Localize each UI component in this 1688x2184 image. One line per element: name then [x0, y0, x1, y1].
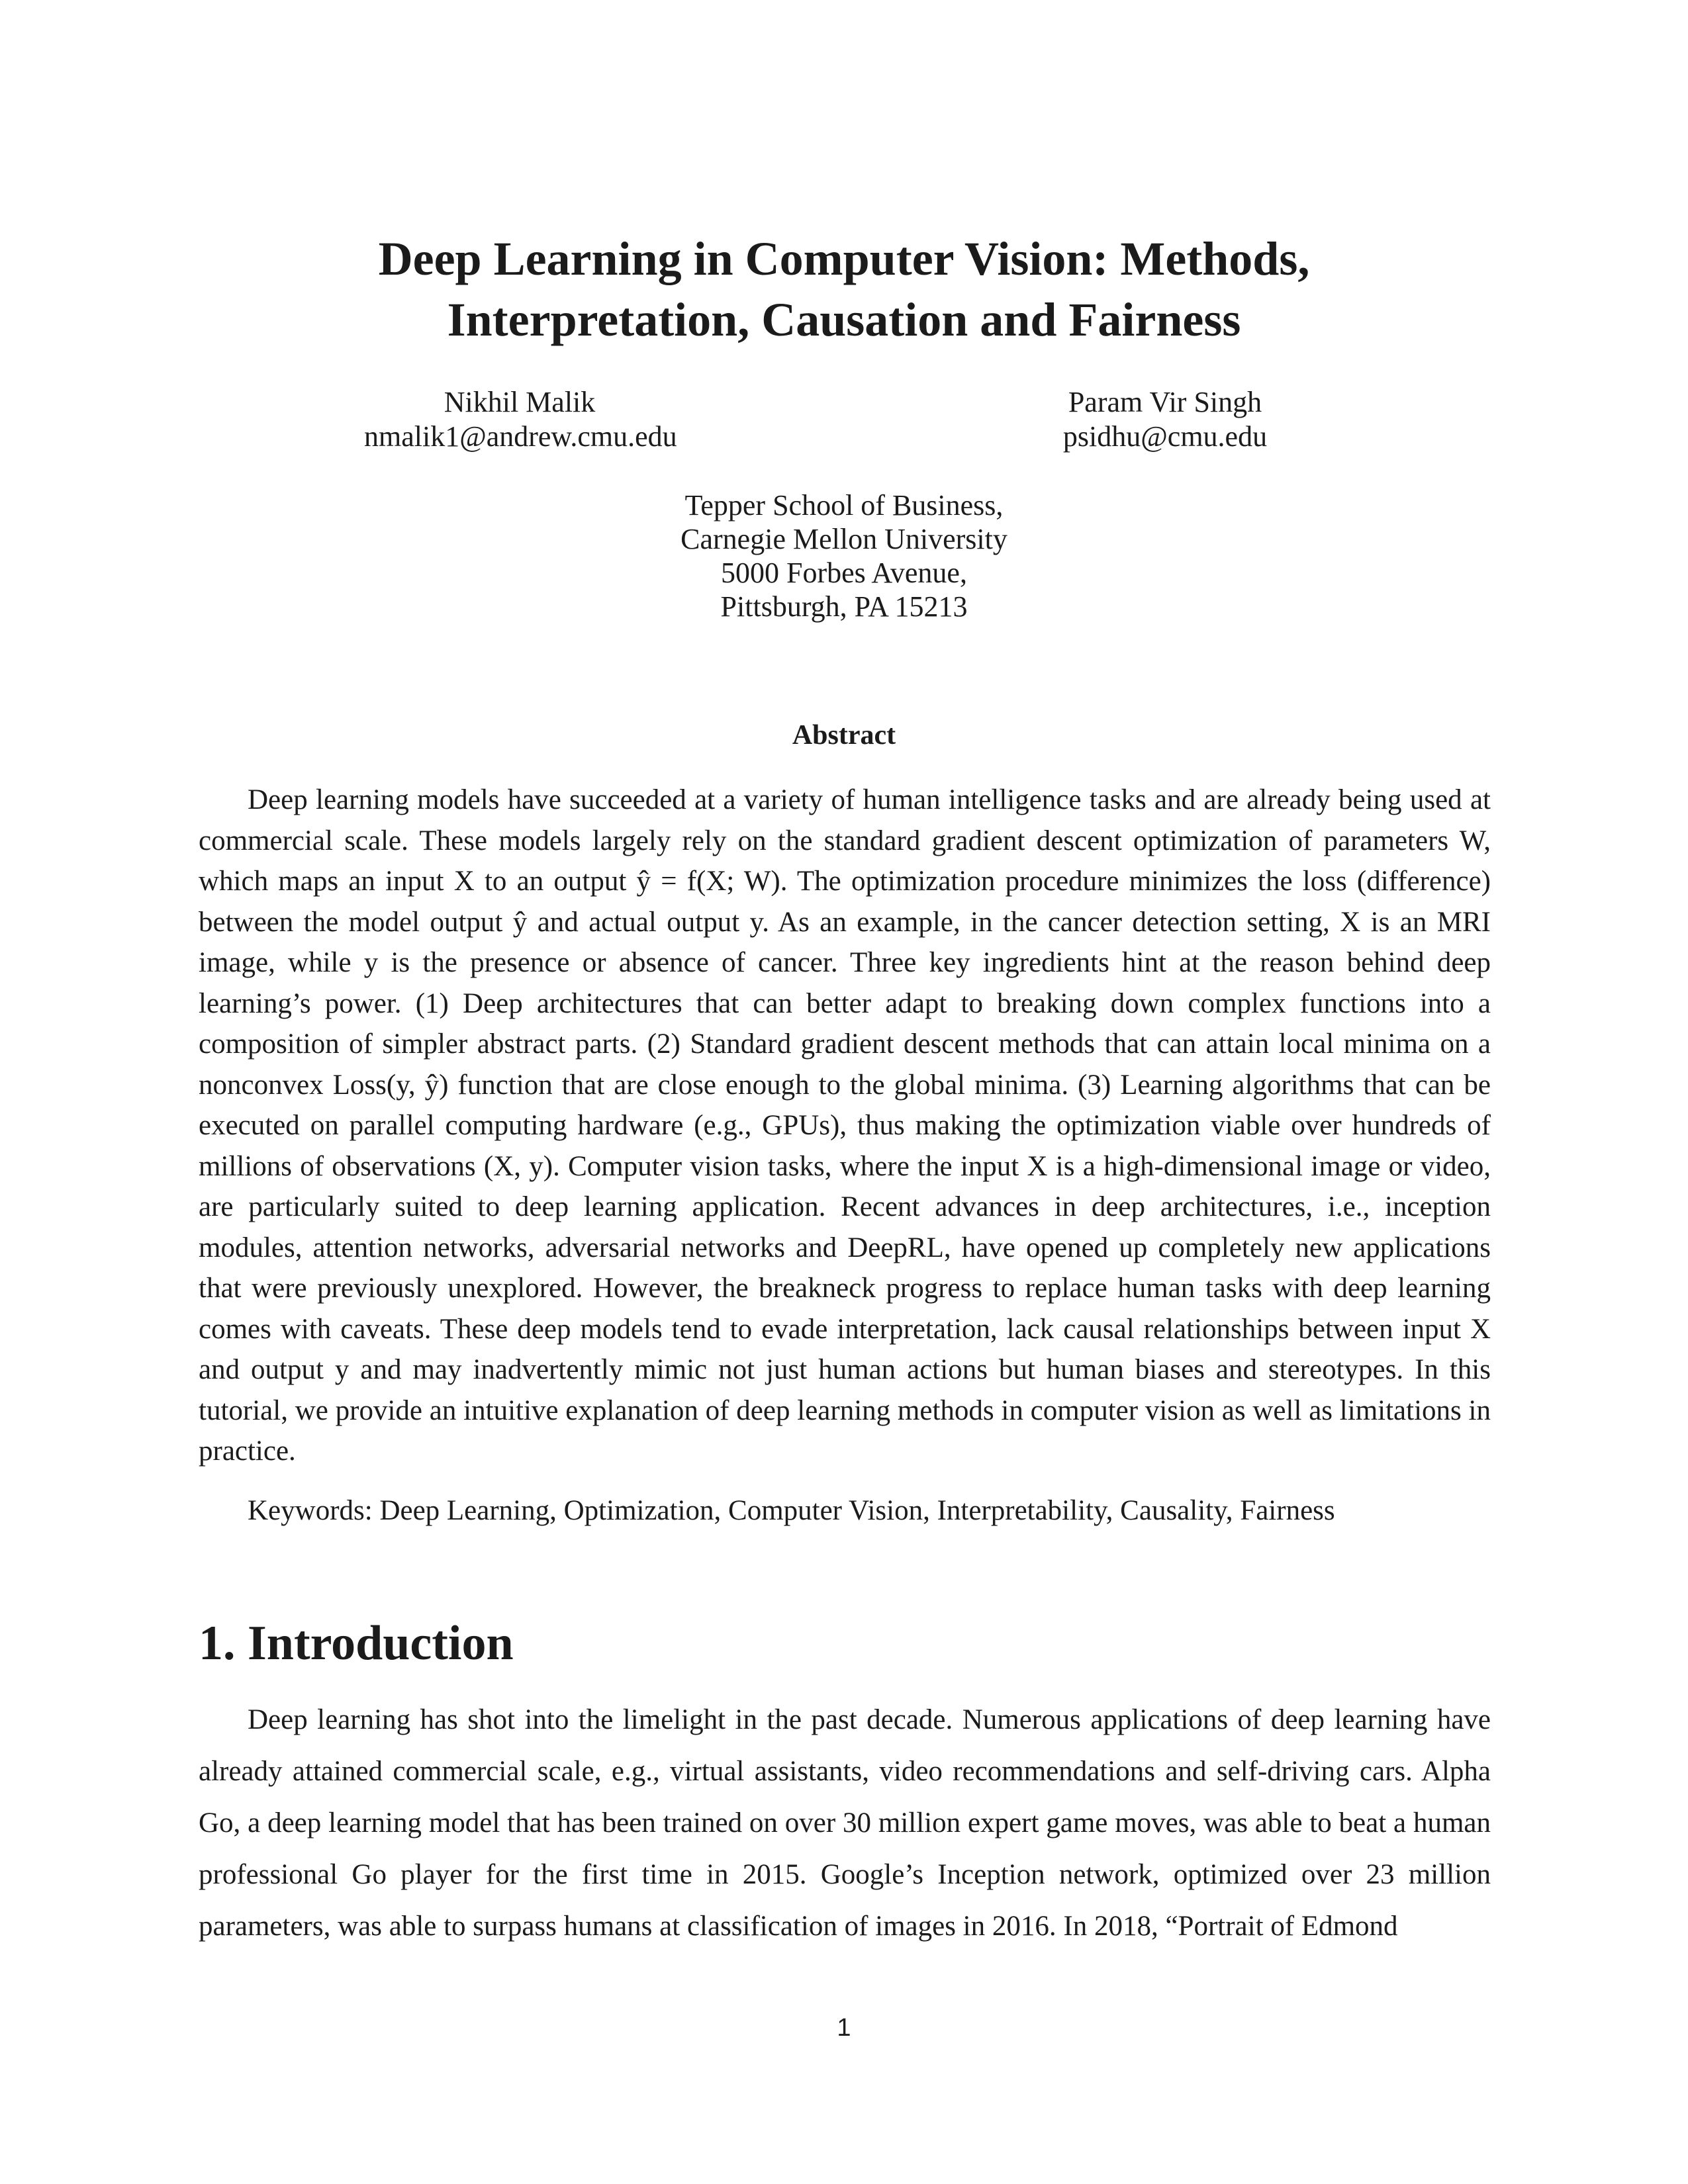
title-line-2: Interpretation, Causation and Fairness [447, 293, 1241, 346]
keywords: Keywords: Deep Learning, Optimization, Computer Vision, Interpretability, Causality, Fairness [248, 1495, 1335, 1526]
author-block-1 [364, 385, 675, 454]
section-heading-introduction: 1. Introduction [199, 1616, 514, 1670]
abstract-text: Deep learning models have succeeded at a variety of human intelligence tasks and are already being used at commercial scale. These models largely rely on the standard gradient descent optimization of parameters W, which maps an input X to an output ŷ = f(X; W). The optimization procedure minimizes the loss (difference) between the model output ŷ and actual output y. As an example, in the cancer detection setting, X is an MRI image, while y is the presence or absence of cancer. Three key ingredients hint at the reason behind deep learning’s power. (1) Deep architectures that can better adapt to breaking down complex functions into a composition of simpler abstract parts. (2) Standard gradient descent methods that can attain local minima on a nonconvex Loss(y, ŷ) function that are close enough to the global minima. (3) Learning algorithms that can be executed on parallel computing hardware (e.g., GPUs), thus making the optimization viable over hundreds of millions of observations (X, y). Computer vision tasks, where the input X is a high-dimensional image or video, are particularly suited to deep learning application. Recent advances in deep architectures, i.e., inception modules, attention networks, adversarial networks and DeepRL, have opened up completely new applications that were previously unexplored. However, the breakneck progress to replace human tasks with deep learning comes with caveats. These deep models tend to evade interpretation, lack causal relationships between input X and output y and may inadvertently mimic not just human actions but human biases and stereotypes. In this tutorial, we provide an intuitive explanation of deep learning methods in computer vision as well as limitations in practice. [199, 784, 1491, 1467]
introduction-paragraph: Deep learning has shot into the limelight in the past decade. Numerous applications of deep learning have already attained commercial scale, e.g., virtual assistants, video recommendations and self-driving cars. Alpha Go, a deep learning model that has been trained on over 30 million expert game moves, was able to beat a human professional Go player for the first time in 2015. Google’s Inception network, optimized over 23 million parameters, was able to surpass humans at classification of images in 2016. In 2018, “Portrait of Edmond [199, 1704, 1491, 1942]
affiliation-line: Tepper School of Business, [684, 489, 1004, 522]
page-number: 1 [837, 2014, 851, 2042]
author-email: psidhu@cmu.edu [1062, 420, 1268, 453]
title-line-1: Deep Learning in Computer Vision: Methods, [378, 232, 1310, 285]
affiliation [596, 488, 1092, 623]
affiliation-line: Pittsburgh, PA 15213 [720, 590, 968, 623]
affiliation-line: 5000 Forbes Avenue, [721, 557, 967, 589]
author-name: Param Vir Singh [1068, 386, 1262, 418]
paper-title [199, 228, 1489, 350]
author-email: nmalik1@andrew.cmu.edu [364, 420, 677, 453]
abstract-heading: Abstract [792, 720, 896, 751]
affiliation-line: Carnegie Mellon University [680, 523, 1008, 555]
author-name: Nikhil Malik [444, 386, 596, 418]
author-block-2 [1053, 385, 1278, 454]
